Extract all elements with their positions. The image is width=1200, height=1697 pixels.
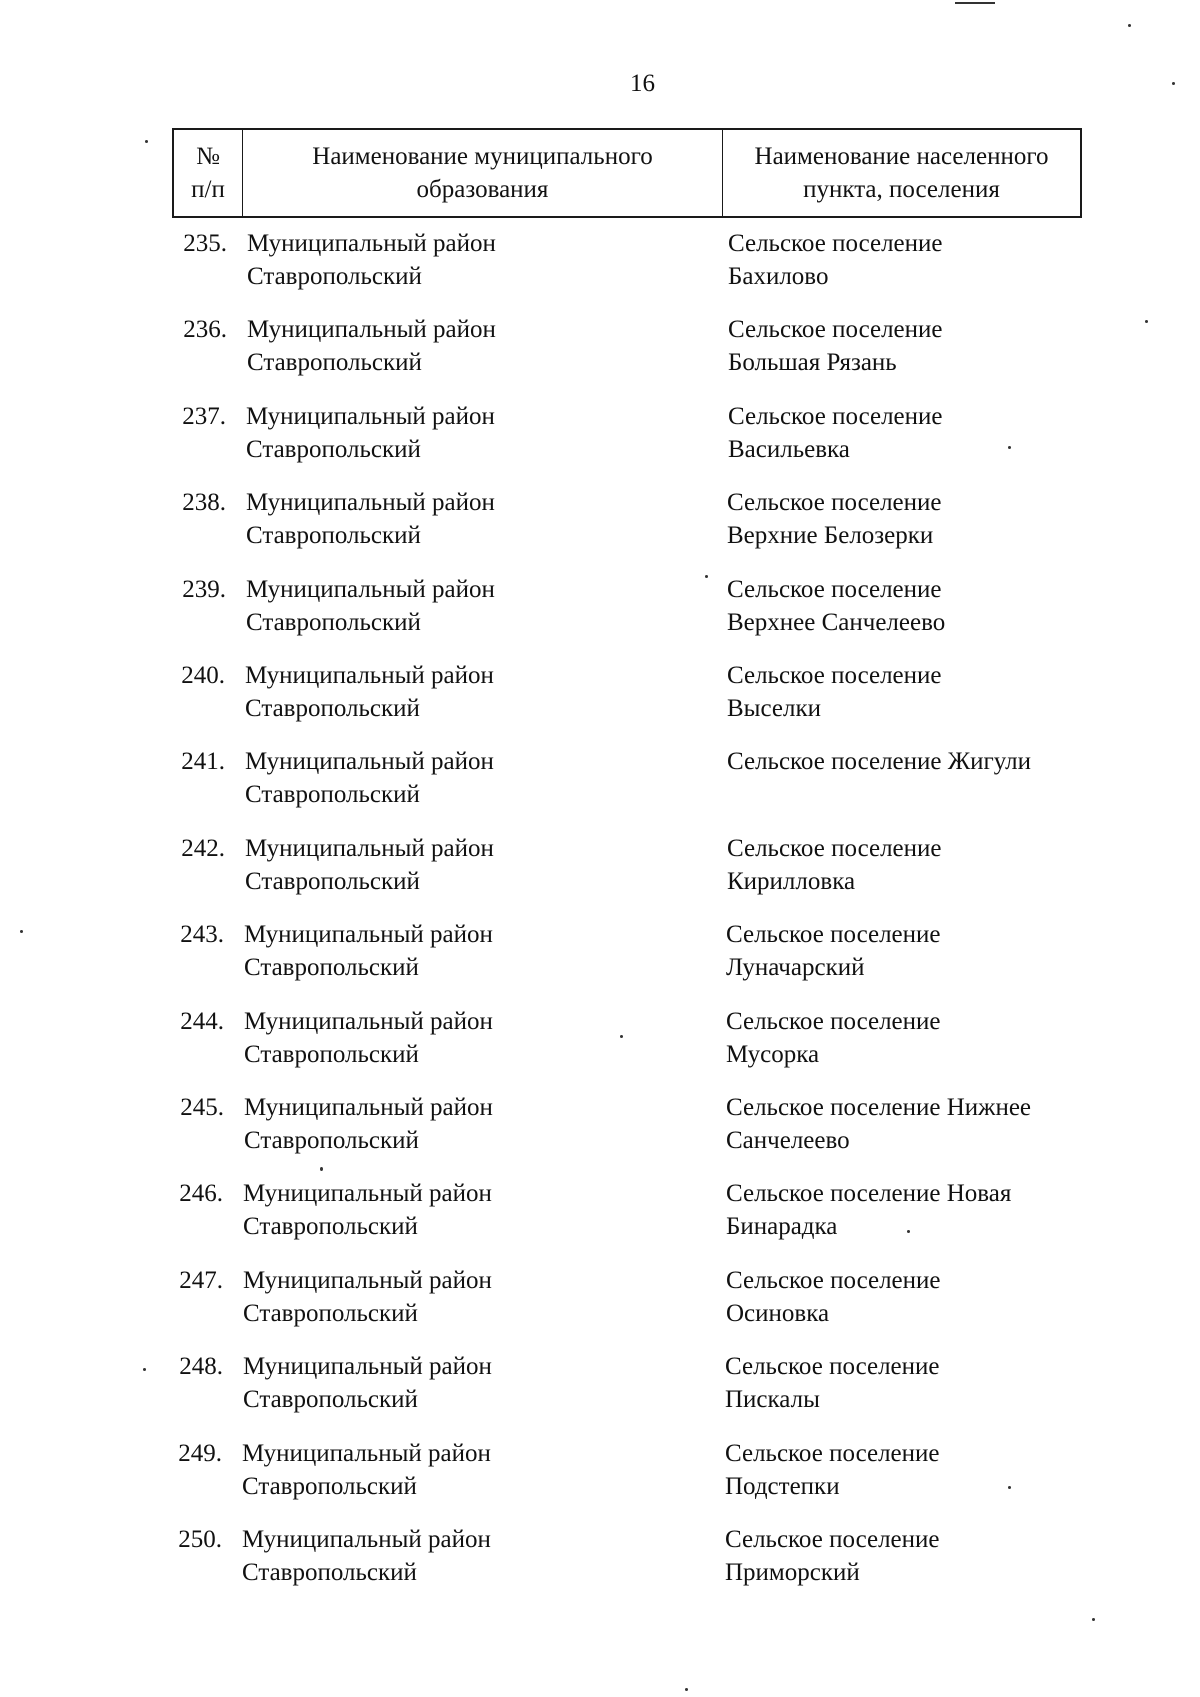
municipality-name: Ставропольский bbox=[246, 522, 421, 549]
settlement-type: Сельское поселение bbox=[728, 316, 943, 343]
settlement-cell bbox=[725, 1350, 1085, 1416]
settlement-cell bbox=[726, 1005, 1086, 1071]
settlement-name: Подстепки bbox=[725, 1473, 840, 1500]
table-row bbox=[0, 573, 1200, 653]
municipality-type: Муниципальный район bbox=[244, 921, 493, 948]
table-row bbox=[0, 1437, 1200, 1517]
settlement-type: Сельское поселение bbox=[725, 1526, 940, 1553]
scan-speck bbox=[1092, 1618, 1095, 1621]
settlement-cell bbox=[727, 832, 1087, 898]
municipality-cell bbox=[245, 745, 665, 811]
municipality-name: Ставропольский bbox=[245, 695, 420, 722]
header-settlement-line2: пункта, поселения bbox=[803, 176, 1000, 203]
settlement-name: Приморский bbox=[725, 1559, 860, 1586]
scan-speck bbox=[1008, 446, 1011, 449]
municipality-type: Муниципальный район bbox=[246, 576, 495, 603]
municipality-cell bbox=[246, 400, 666, 466]
settlement-cell bbox=[728, 227, 1088, 293]
row-number: 237. bbox=[182, 403, 226, 430]
scan-speck bbox=[1172, 82, 1175, 85]
row-number: 243. bbox=[180, 921, 224, 948]
municipality-type: Муниципальный район bbox=[243, 1180, 492, 1207]
settlement-name: Санчелеево bbox=[726, 1127, 850, 1154]
settlement-name: Выселки bbox=[727, 695, 821, 722]
municipality-cell bbox=[243, 1350, 663, 1416]
table-header bbox=[172, 128, 1082, 218]
settlement-type: Сельское поселение bbox=[725, 1353, 940, 1380]
settlement-name: Васильевка bbox=[728, 436, 850, 463]
settlement-name: Бинарадка bbox=[726, 1213, 838, 1240]
row-number: 250. bbox=[178, 1526, 222, 1553]
municipality-name: Ставропольский bbox=[243, 1386, 418, 1413]
settlement-type: Сельское поселение bbox=[727, 489, 942, 516]
municipality-type: Муниципальный район bbox=[244, 1008, 493, 1035]
municipality-name: Ставропольский bbox=[242, 1559, 417, 1586]
municipality-cell bbox=[244, 1005, 664, 1071]
table-row bbox=[0, 313, 1200, 393]
settlement-type: Сельское поселение bbox=[727, 835, 942, 862]
scan-speck bbox=[620, 1035, 623, 1038]
settlement-cell bbox=[728, 313, 1088, 379]
municipality-cell bbox=[247, 313, 667, 379]
settlement-cell bbox=[726, 1264, 1086, 1330]
settlement-type: Сельское поселение bbox=[727, 576, 942, 603]
settlement-name: Верхнее Санчелеево bbox=[727, 609, 946, 636]
row-number: 235. bbox=[183, 230, 227, 257]
municipality-cell bbox=[242, 1437, 662, 1503]
scan-speck bbox=[1145, 320, 1148, 323]
row-number: 249. bbox=[178, 1440, 222, 1467]
municipality-cell bbox=[247, 227, 667, 293]
row-number: 240. bbox=[181, 662, 225, 689]
municipality-cell bbox=[245, 659, 665, 725]
municipality-cell bbox=[246, 573, 666, 639]
municipality-type: Муниципальный район bbox=[245, 835, 494, 862]
municipality-type: Муниципальный район bbox=[242, 1526, 491, 1553]
settlement-type: Сельское поселение bbox=[725, 1440, 940, 1467]
municipality-name: Ставропольский bbox=[247, 263, 422, 290]
municipality-type: Муниципальный район bbox=[243, 1353, 492, 1380]
row-number: 239. bbox=[182, 576, 226, 603]
header-municipality-line2: образования bbox=[416, 176, 549, 203]
scan-speck bbox=[20, 930, 23, 933]
settlement-name: Верхние Белозерки bbox=[727, 522, 934, 549]
municipality-type: Муниципальный район bbox=[242, 1440, 491, 1467]
header-number-line2: п/п bbox=[191, 176, 225, 203]
municipality-cell bbox=[246, 486, 666, 552]
settlement-type: Сельское поселение Жигули bbox=[727, 748, 1032, 775]
settlement-name: Мусорка bbox=[726, 1041, 820, 1068]
header-number-cell bbox=[174, 130, 243, 216]
table-row bbox=[0, 659, 1200, 739]
table-row bbox=[0, 918, 1200, 998]
municipality-name: Ставропольский bbox=[244, 1127, 419, 1154]
municipality-cell bbox=[244, 918, 664, 984]
scan-speck bbox=[143, 1368, 146, 1371]
scan-speck bbox=[955, 2, 995, 4]
settlement-cell bbox=[725, 1523, 1085, 1589]
settlement-cell bbox=[727, 659, 1087, 725]
table-row bbox=[0, 1091, 1200, 1171]
row-number: 246. bbox=[179, 1180, 223, 1207]
municipality-type: Муниципальный район bbox=[244, 1094, 493, 1121]
settlement-cell bbox=[725, 1437, 1085, 1503]
municipality-cell bbox=[242, 1523, 662, 1589]
header-number-line1: № bbox=[196, 143, 220, 170]
settlement-type: Сельское поселение bbox=[726, 1008, 941, 1035]
scan-speck bbox=[907, 1230, 910, 1233]
table-row bbox=[0, 1264, 1200, 1344]
settlement-type: Сельское поселение bbox=[726, 1267, 941, 1294]
settlement-cell bbox=[726, 918, 1086, 984]
page-number: 16 bbox=[630, 70, 655, 97]
municipality-name: Ставропольский bbox=[244, 1041, 419, 1068]
municipality-type: Муниципальный район bbox=[247, 230, 496, 257]
settlement-cell bbox=[727, 573, 1087, 639]
settlement-type: Сельское поселение bbox=[728, 230, 943, 257]
municipality-name: Ставропольский bbox=[246, 609, 421, 636]
scan-speck bbox=[320, 1167, 323, 1171]
settlement-name: Бахилово bbox=[728, 263, 829, 290]
municipality-cell bbox=[244, 1091, 664, 1157]
row-number: 245. bbox=[180, 1094, 224, 1121]
municipality-cell bbox=[243, 1264, 663, 1330]
settlement-name: Пискалы bbox=[725, 1386, 820, 1413]
municipality-type: Муниципальный район bbox=[243, 1267, 492, 1294]
table-row bbox=[0, 227, 1200, 307]
table-row bbox=[0, 1523, 1200, 1603]
row-number: 244. bbox=[180, 1008, 224, 1035]
settlement-type: Сельское поселение Нижнее bbox=[726, 1094, 1032, 1121]
settlement-type: Сельское поселение bbox=[728, 403, 943, 430]
row-number: 248. bbox=[179, 1353, 223, 1380]
municipality-name: Ставропольский bbox=[243, 1300, 418, 1327]
municipality-cell bbox=[245, 832, 665, 898]
row-number: 236. bbox=[183, 316, 227, 343]
municipality-cell bbox=[243, 1177, 663, 1243]
settlement-cell bbox=[727, 486, 1087, 552]
municipality-name: Ставропольский bbox=[243, 1213, 418, 1240]
municipality-type: Муниципальный район bbox=[246, 403, 495, 430]
settlement-name: Кирилловка bbox=[727, 868, 856, 895]
settlement-cell bbox=[726, 1091, 1086, 1157]
table-row bbox=[0, 1177, 1200, 1257]
row-number: 247. bbox=[179, 1267, 223, 1294]
table-row bbox=[0, 1005, 1200, 1085]
municipality-name: Ставропольский bbox=[242, 1473, 417, 1500]
header-municipality-line1: Наименование муниципального bbox=[312, 143, 653, 170]
municipality-name: Ставропольский bbox=[246, 436, 421, 463]
municipality-type: Муниципальный район bbox=[247, 316, 496, 343]
table-row bbox=[0, 832, 1200, 912]
table-row bbox=[0, 400, 1200, 480]
header-settlement-line1: Наименование населенного bbox=[754, 143, 1049, 170]
scan-speck bbox=[1008, 1486, 1011, 1489]
settlement-name: Луначарский bbox=[726, 954, 865, 981]
municipality-type: Муниципальный район bbox=[246, 489, 495, 516]
row-number: 242. bbox=[181, 835, 225, 862]
municipality-type: Муниципальный район bbox=[245, 748, 494, 775]
header-municipality-cell bbox=[243, 130, 723, 216]
settlement-type: Сельское поселение Новая bbox=[726, 1180, 1012, 1207]
settlement-type: Сельское поселение bbox=[726, 921, 941, 948]
municipality-name: Ставропольский bbox=[245, 781, 420, 808]
table-row bbox=[0, 745, 1200, 825]
settlement-type: Сельское поселение bbox=[727, 662, 942, 689]
row-number: 238. bbox=[182, 489, 226, 516]
settlement-cell bbox=[727, 745, 1087, 778]
settlement-cell bbox=[728, 400, 1088, 466]
row-number: 241. bbox=[181, 748, 225, 775]
scan-speck bbox=[705, 575, 708, 578]
settlement-name: Большая Рязань bbox=[728, 349, 897, 376]
settlement-name: Осиновка bbox=[726, 1300, 830, 1327]
scan-speck bbox=[1128, 24, 1131, 27]
municipality-name: Ставропольский bbox=[244, 954, 419, 981]
municipality-name: Ставропольский bbox=[247, 349, 422, 376]
table-row bbox=[0, 1350, 1200, 1430]
scan-speck bbox=[145, 140, 148, 143]
municipality-name: Ставропольский bbox=[245, 868, 420, 895]
header-settlement-cell bbox=[723, 130, 1080, 216]
table-row bbox=[0, 486, 1200, 566]
settlement-cell bbox=[726, 1177, 1086, 1243]
scan-speck bbox=[685, 1688, 688, 1691]
municipality-type: Муниципальный район bbox=[245, 662, 494, 689]
